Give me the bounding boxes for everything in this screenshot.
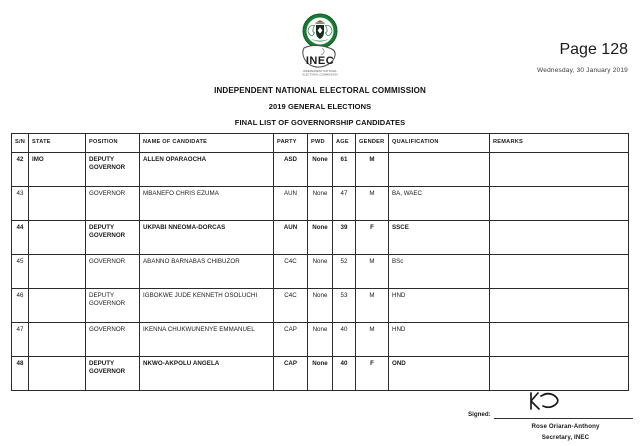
list-title: FINAL LIST OF GOVERNORSHIP CANDIDATES [234, 118, 406, 127]
column-header-qualification: QUALIFICATION [389, 134, 490, 153]
cell-age: 40 [333, 357, 356, 391]
cell-pwd: None [308, 323, 333, 357]
cell-qualification: OND [389, 357, 490, 391]
cell-sn: 45 [12, 255, 29, 289]
cell-age: 47 [333, 187, 356, 221]
cell-remarks [490, 187, 629, 221]
election-subtitle: 2019 GENERAL ELECTIONS [268, 102, 372, 111]
column-header-remarks: REMARKS [490, 134, 629, 153]
candidates-table-body [12, 153, 629, 391]
cell-sn: 44 [12, 221, 29, 255]
cell-sn: 47 [12, 323, 29, 357]
table-row [12, 255, 629, 289]
table-row [12, 357, 629, 391]
column-header-pwd: PWD [308, 134, 333, 153]
cell-qualification: HND [389, 289, 490, 323]
cell-state [29, 323, 86, 357]
signature-label: Signed: [468, 411, 491, 418]
cell-party: CAP [274, 323, 308, 357]
signature-mark-icon [528, 390, 568, 417]
cell-name: IGBOKWE JUDE KENNETH OSOLUCHI [140, 289, 274, 323]
table-header-row [12, 134, 629, 153]
inec-logo [292, 12, 348, 82]
cell-pwd: None [308, 255, 333, 289]
cell-age: 52 [333, 255, 356, 289]
cell-state [29, 221, 86, 255]
column-header-age: AGE [333, 134, 356, 153]
cell-pwd: None [308, 289, 333, 323]
cell-party: C4C [274, 255, 308, 289]
cell-age: 39 [333, 221, 356, 255]
cell-gender: F [356, 221, 389, 255]
cell-pwd: None [308, 153, 333, 187]
column-header-party: PARTY [274, 134, 308, 153]
cell-sn: 42 [12, 153, 29, 187]
cell-gender: F [356, 357, 389, 391]
cell-remarks [490, 153, 629, 187]
cell-party: C4C [274, 289, 308, 323]
cell-name: IKENNA CHUKWUNENYE EMMANUEL [140, 323, 274, 357]
cell-state: IMO [29, 153, 86, 187]
cell-sn: 48 [12, 357, 29, 391]
cell-name: UKPABI NNEOMA-DORCAS [140, 221, 274, 255]
cell-party: ASD [274, 153, 308, 187]
cell-gender: M [356, 255, 389, 289]
cell-qualification [389, 153, 490, 187]
svg-text:ELECTORAL COMMISSION: ELECTORAL COMMISSION [302, 73, 338, 77]
cell-state [29, 187, 86, 221]
cell-remarks [490, 323, 629, 357]
cell-pwd: None [308, 187, 333, 221]
cell-position: GOVERNOR [86, 255, 140, 289]
cell-party: AUN [274, 221, 308, 255]
table-row [12, 323, 629, 357]
signatory-info [468, 423, 633, 441]
cell-pwd: None [308, 357, 333, 391]
page-number: Page 128 [559, 41, 628, 58]
cell-remarks [490, 289, 629, 323]
cell-remarks [490, 221, 629, 255]
svg-text:INEC: INEC [305, 55, 335, 67]
table-row [12, 221, 629, 255]
cell-sn: 46 [12, 289, 29, 323]
cell-gender: M [356, 289, 389, 323]
column-header-gender: GENDER [356, 134, 389, 153]
cell-position: GOVERNOR [86, 323, 140, 357]
cell-name: NKWO-AKPOLU ANGELA [140, 357, 274, 391]
candidates-table [11, 133, 629, 391]
cell-qualification: BA, WAEC [389, 187, 490, 221]
cell-remarks [490, 357, 629, 391]
cell-age: 40 [333, 323, 356, 357]
cell-age: 53 [333, 289, 356, 323]
cell-name: ABANNO BARNABAS CHIBUZOR [140, 255, 274, 289]
cell-name: ALLEN OPARAOCHA [140, 153, 274, 187]
cell-qualification: SSCE [389, 221, 490, 255]
cell-gender: M [356, 153, 389, 187]
cell-position: DEPUTY GOVERNOR [86, 357, 140, 391]
cell-position: GOVERNOR [86, 187, 140, 221]
document-title-block [0, 86, 640, 127]
organization-name: INDEPENDENT NATIONAL ELECTORAL COMMISSION [214, 86, 426, 95]
signatory-role: Secretary, INEC [541, 434, 590, 441]
cell-pwd: None [308, 221, 333, 255]
column-header-sn: S/N [12, 134, 29, 153]
cell-age: 61 [333, 153, 356, 187]
cell-gender: M [356, 187, 389, 221]
signatory-name: Rose Oriaran-Anthony [531, 423, 600, 430]
cell-state [29, 357, 86, 391]
table-row [12, 289, 629, 323]
candidates-table-container [11, 133, 628, 391]
cell-gender: M [356, 323, 389, 357]
cell-position: DEPUTY GOVERNOR [86, 289, 140, 323]
cell-party: AUN [274, 187, 308, 221]
svg-text:INDEPENDENT NATIONAL: INDEPENDENT NATIONAL [302, 70, 338, 73]
table-row [12, 153, 629, 187]
column-header-position: POSITION [86, 134, 140, 153]
document-date: Wednesday, 30 January 2019 [537, 67, 628, 75]
cell-sn: 43 [12, 187, 29, 221]
signature-block [468, 396, 633, 441]
signature-line [494, 396, 633, 419]
cell-qualification: BSc [389, 255, 490, 289]
cell-qualification: HND [389, 323, 490, 357]
cell-remarks [490, 255, 629, 289]
cell-state [29, 289, 86, 323]
column-header-state: STATE [29, 134, 86, 153]
column-header-name: NAME OF CANDIDATE [140, 134, 274, 153]
cell-state [29, 255, 86, 289]
logo-container [0, 12, 640, 82]
cell-position: DEPUTY GOVERNOR [86, 221, 140, 255]
cell-name: MBANEFO CHRIS EZUMA [140, 187, 274, 221]
table-row [12, 187, 629, 221]
cell-position: DEPUTY GOVERNOR [86, 153, 140, 187]
cell-party: CAP [274, 357, 308, 391]
